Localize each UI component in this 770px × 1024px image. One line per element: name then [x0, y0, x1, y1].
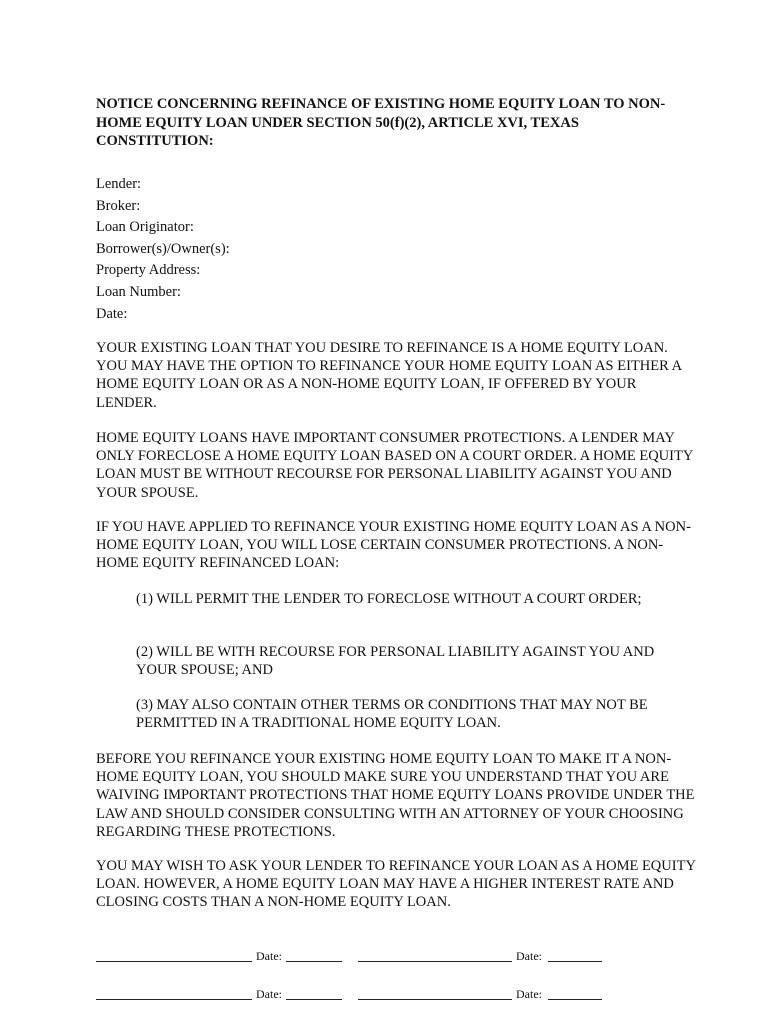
- paragraph-existing-loan: YOUR EXISTING LOAN THAT YOU DESIRE TO REFINANCE IS A HOME EQUITY LOAN. YOU MAY HAVE THE OPTION TO REFINANCE YOUR HOME EQUITY LOAN AS EITHER A HOME EQUITY LOAN OR AS A NON-HOME EQUITY LOAN, IF OFFERED BY YOUR LENDER.: [96, 340, 682, 411]
- field-borrowers-owners: Borrower(s)/Owner(s):: [96, 240, 230, 257]
- paragraph-before-refinance: BEFORE YOU REFINANCE YOUR EXISTING HOME EQUITY LOAN TO MAKE IT A NON-HOME EQUITY LOAN, YOU SHOULD MAKE SURE YOU UNDERSTAND THAT YOU ARE WAIVING IMPORTANT PROTECTIONS THAT HOME EQUITY LOANS PROVIDE UNDER THE LAW AND SHOULD CONSIDER CONSULTING WITH AN ATTORNEY OF YOUR CHOOSING REGARDING THESE PROTECTIONS.: [96, 751, 695, 840]
- field-loan-number: Loan Number:: [96, 283, 181, 300]
- date-line[interactable]: [286, 961, 342, 962]
- date-line[interactable]: [286, 999, 342, 1000]
- list-item-foreclose: (1) WILL PERMIT THE LENDER TO FORECLOSE WITHOUT A COURT ORDER;: [136, 591, 642, 607]
- field-broker: Broker:: [96, 197, 141, 214]
- signature-line[interactable]: [358, 999, 512, 1000]
- paragraph-ask-lender: YOU MAY WISH TO ASK YOUR LENDER TO REFINANCE YOUR LOAN AS A HOME EQUITY LOAN. HOWEVER, A HOME EQUITY LOAN MAY HAVE A HIGHER INTEREST RATE AND CLOSING COSTS THAN A NON-HOME EQUITY LOAN.: [96, 858, 696, 911]
- date-line[interactable]: [548, 999, 602, 1000]
- date-label: Date:: [256, 949, 282, 963]
- signature-row-2: [96, 984, 696, 1004]
- date-label: Date:: [516, 987, 542, 1001]
- paragraph-consumer-protections: HOME EQUITY LOANS HAVE IMPORTANT CONSUMER PROTECTIONS. A LENDER MAY ONLY FORECLOSE A HOME EQUITY LOAN BASED ON A COURT ORDER. A HOME EQUITY LOAN MUST BE WITHOUT RECOURSE FOR PERSONAL LIABILITY AGAINST YOU AND YOUR SPOUSE.: [96, 430, 693, 501]
- signature-line[interactable]: [96, 961, 252, 962]
- signature-row-1: [96, 946, 696, 966]
- date-label: Date:: [256, 987, 282, 1001]
- list-item-other-terms: (3) MAY ALSO CONTAIN OTHER TERMS OR CONDITIONS THAT MAY NOT BE PERMITTED IN A TRADITIONAL HOME EQUITY LOAN.: [136, 697, 648, 732]
- signature-line[interactable]: [96, 999, 252, 1000]
- loan-info-fields: [96, 174, 230, 325]
- field-loan-originator: Loan Originator:: [96, 219, 194, 236]
- date-line[interactable]: [548, 961, 602, 962]
- field-lender: Lender:: [96, 176, 142, 192]
- signature-line[interactable]: [358, 961, 512, 962]
- field-date: Date:: [96, 305, 128, 322]
- list-item-recourse: (2) WILL BE WITH RECOURSE FOR PERSONAL LIABILITY AGAINST YOU AND YOUR SPOUSE; AND: [136, 644, 655, 679]
- date-label: Date:: [516, 949, 542, 963]
- field-property-address: Property Address:: [96, 262, 201, 279]
- paragraph-lose-protections: IF YOU HAVE APPLIED TO REFINANCE YOUR EXISTING HOME EQUITY LOAN AS A NON-HOME EQUITY LOAN, YOU WILL LOSE CERTAIN CONSUMER PROTECTIONS. A NON-HOME EQUITY REFINANCED LOAN:: [96, 519, 691, 572]
- document-title: NOTICE CONCERNING REFINANCE OF EXISTING HOME EQUITY LOAN TO NON-HOME EQUITY LOAN UNDER SECTION 50(f)(2), ARTICLE XVI, TEXAS CONSTITUTION:: [96, 96, 666, 149]
